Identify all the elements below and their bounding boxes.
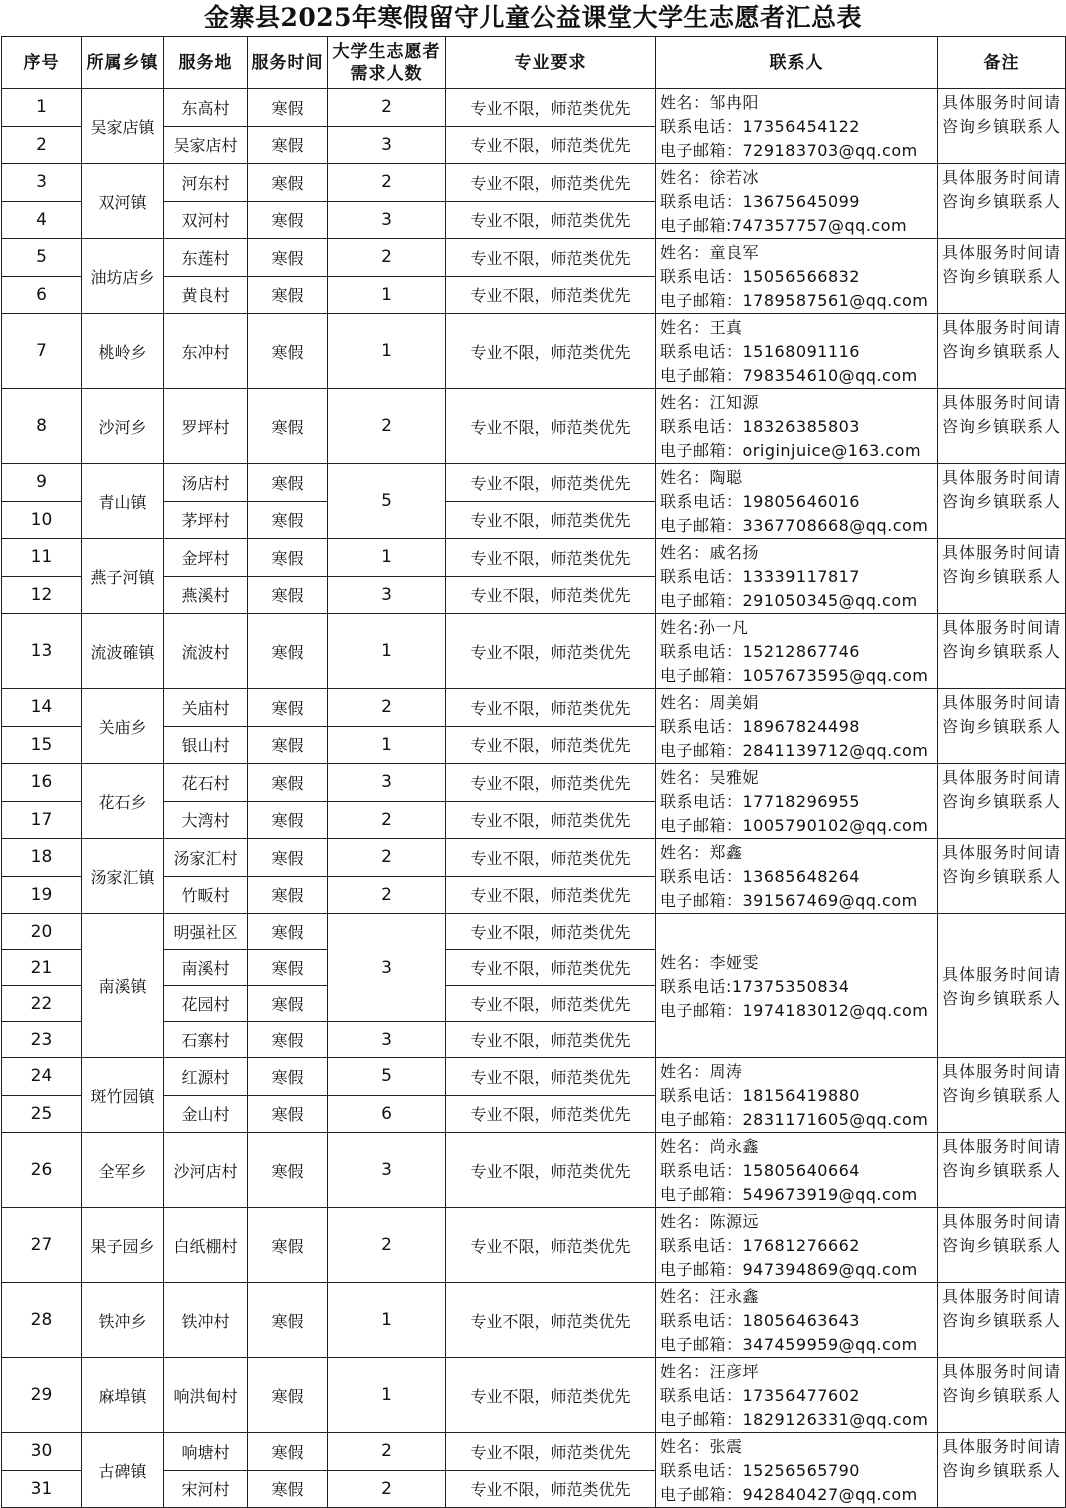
row-number: 14 [2,689,82,727]
service-place: 汤家汇村 [164,839,248,877]
town-name: 南溪镇 [82,914,164,1058]
service-place: 铁冲村 [164,1283,248,1358]
volunteer-count: 2 [328,1433,446,1471]
service-place: 金坪村 [164,539,248,577]
contact-name: 姓名：江知源 [660,393,760,412]
contact-phone: 联系电话:17375350834 [660,976,850,996]
major-requirement: 专业不限，师范类优先 [446,1283,656,1358]
service-note: 具体服务时间请咨询乡镇联系人 [938,764,1066,839]
contact-name: 姓名：童良军 [660,243,760,262]
town-name: 燕子河镇 [82,539,164,614]
volunteer-count: 2 [328,389,446,464]
major-requirement: 专业不限，师范类优先 [446,839,656,877]
town-name: 麻埠镇 [82,1358,164,1433]
row-number: 2 [2,126,82,164]
contact-email: 电子邮箱：2831171605@qq.com [660,1110,929,1129]
contact-info [656,839,938,914]
service-place: 花石村 [164,764,248,802]
row-number: 3 [2,164,82,202]
service-time: 寒假 [248,389,328,464]
volunteer-count: 2 [328,239,446,277]
header-town: 所属乡镇 [82,37,164,89]
contact-phone: 联系电话：19805646016 [660,492,860,511]
volunteer-count: 1 [328,276,446,314]
contact-phone: 联系电话：15256565790 [660,1461,860,1480]
service-time: 寒假 [248,89,328,127]
row-number: 11 [2,539,82,577]
header-time: 服务时间 [248,37,328,89]
contact-name: 姓名：周美娟 [660,693,760,712]
service-note: 具体服务时间请咨询乡镇联系人 [938,314,1066,389]
header-contact: 联系人 [656,37,938,89]
contact-info [656,1058,938,1133]
service-time: 寒假 [248,1470,328,1508]
row-number: 7 [2,314,82,389]
service-time: 寒假 [248,914,328,950]
contact-phone: 联系电话：15212867746 [660,642,860,661]
town-name: 桃岭乡 [82,314,164,389]
page-title: 金寨县2025年寒假留守儿童公益课堂大学生志愿者汇总表 [203,3,863,32]
service-time: 寒假 [248,950,328,986]
service-time: 寒假 [248,1358,328,1433]
contact-email: 电子邮箱：originjuice@163.com [660,441,922,460]
row-number: 5 [2,239,82,277]
table-row [2,914,1066,950]
service-time: 寒假 [248,726,328,764]
major-requirement: 专业不限，师范类优先 [446,539,656,577]
service-time: 寒假 [248,801,328,839]
service-note: 具体服务时间请咨询乡镇联系人 [938,239,1066,314]
major-requirement: 专业不限，师范类优先 [446,1133,656,1208]
contact-phone: 联系电话：17356477602 [660,1386,860,1405]
service-note: 具体服务时间请咨询乡镇联系人 [938,914,1066,1058]
major-requirement: 专业不限，师范类优先 [446,164,656,202]
contact-email: 电子邮箱：729183703@qq.com [660,141,918,160]
contact-email: 电子邮箱：1789587561@qq.com [660,291,929,310]
service-time: 寒假 [248,164,328,202]
major-requirement: 专业不限，师范类优先 [446,576,656,614]
contact-info [656,764,938,839]
major-requirement: 专业不限，师范类优先 [446,614,656,689]
contact-phone: 联系电话：17681276662 [660,1236,860,1255]
header-major: 专业要求 [446,37,656,89]
table-row [2,239,1066,277]
contact-phone: 联系电话：15168091116 [660,342,860,361]
service-place: 白纸棚村 [164,1208,248,1283]
service-time: 寒假 [248,1433,328,1471]
major-requirement: 专业不限，师范类优先 [446,914,656,950]
volunteer-count: 2 [328,876,446,914]
service-place: 吴家店村 [164,126,248,164]
major-requirement: 专业不限，师范类优先 [446,276,656,314]
contact-info [656,1283,938,1358]
service-place: 汤店村 [164,464,248,502]
contact-phone: 联系电话：18967824498 [660,717,860,736]
town-name: 吴家店镇 [82,89,164,164]
volunteer-count: 5 [328,1058,446,1096]
row-number: 29 [2,1358,82,1433]
major-requirement: 专业不限，师范类优先 [446,689,656,727]
major-requirement: 专业不限，师范类优先 [446,876,656,914]
contact-phone: 联系电话：18156419880 [660,1086,860,1105]
major-requirement: 专业不限，师范类优先 [446,314,656,389]
volunteer-count: 1 [328,726,446,764]
contact-email: 电子邮箱：391567469@qq.com [660,891,918,910]
major-requirement: 专业不限，师范类优先 [446,89,656,127]
row-number: 31 [2,1470,82,1508]
town-name: 油坊店乡 [82,239,164,314]
contact-info [656,539,938,614]
contact-name: 姓名：郑鑫 [660,843,743,862]
contact-phone: 联系电话：15056566832 [660,267,860,286]
contact-info [656,1358,938,1433]
major-requirement: 专业不限，师范类优先 [446,1095,656,1133]
contact-info [656,389,938,464]
service-place: 银山村 [164,726,248,764]
row-number: 28 [2,1283,82,1358]
volunteer-count: 1 [328,539,446,577]
header-count: 大学生志愿者需求人数 [328,37,446,89]
service-time: 寒假 [248,276,328,314]
service-time: 寒假 [248,1208,328,1283]
service-note: 具体服务时间请咨询乡镇联系人 [938,464,1066,539]
row-number: 22 [2,986,82,1022]
row-number: 21 [2,950,82,986]
contact-name: 姓名：尚永鑫 [660,1137,760,1156]
contact-phone: 联系电话：18326385803 [660,417,860,436]
service-place: 双河村 [164,201,248,239]
contact-email: 电子邮箱:747357757@qq.com [660,216,908,235]
table-row [2,1058,1066,1096]
row-number: 4 [2,201,82,239]
volunteer-count: 3 [328,914,446,1022]
contact-phone: 联系电话：17356454122 [660,117,860,136]
contact-phone: 联系电话：17718296955 [660,792,860,811]
town-name: 关庙乡 [82,689,164,764]
service-place: 东莲村 [164,239,248,277]
service-time: 寒假 [248,201,328,239]
contact-email: 电子邮箱：798354610@qq.com [660,366,918,385]
major-requirement: 专业不限，师范类优先 [446,726,656,764]
contact-info [656,689,938,764]
contact-name: 姓名：陶聪 [660,468,743,487]
contact-info [656,1208,938,1283]
contact-info [656,614,938,689]
row-number: 12 [2,576,82,614]
contact-name: 姓名：陈源远 [660,1212,760,1231]
service-note: 具体服务时间请咨询乡镇联系人 [938,614,1066,689]
contact-name: 姓名：吴雅妮 [660,768,760,787]
contact-email: 电子邮箱：1057673595@qq.com [660,666,929,685]
volunteer-count: 2 [328,689,446,727]
service-place: 燕溪村 [164,576,248,614]
service-place: 东冲村 [164,314,248,389]
contact-email: 电子邮箱：947394869@qq.com [660,1260,918,1279]
row-number: 25 [2,1095,82,1133]
service-place: 响洪甸村 [164,1358,248,1433]
service-note: 具体服务时间请咨询乡镇联系人 [938,689,1066,764]
table-row [2,89,1066,127]
service-note: 具体服务时间请咨询乡镇联系人 [938,1058,1066,1133]
row-number: 27 [2,1208,82,1283]
major-requirement: 专业不限，师范类优先 [446,950,656,986]
service-time: 寒假 [248,689,328,727]
contact-info [656,1133,938,1208]
table-row [2,464,1066,502]
contact-name: 姓名:孙一凡 [660,618,749,637]
contact-info [656,1433,938,1508]
service-time: 寒假 [248,876,328,914]
row-number: 6 [2,276,82,314]
service-place: 竹畈村 [164,876,248,914]
row-number: 13 [2,614,82,689]
contact-phone: 联系电话：13685648264 [660,867,860,886]
contact-email: 电子邮箱：291050345@qq.com [660,591,918,610]
header-place: 服务地 [164,37,248,89]
service-note: 具体服务时间请咨询乡镇联系人 [938,1133,1066,1208]
contact-info [656,914,938,1058]
service-time: 寒假 [248,501,328,539]
town-name: 果子园乡 [82,1208,164,1283]
service-time: 寒假 [248,126,328,164]
table-row [2,764,1066,802]
volunteer-count: 3 [328,126,446,164]
table-row [2,1358,1066,1433]
row-number: 9 [2,464,82,502]
service-time: 寒假 [248,614,328,689]
header-no: 序号 [2,37,82,89]
row-number: 10 [2,501,82,539]
service-place: 响塘村 [164,1433,248,1471]
table-row [2,614,1066,689]
service-time: 寒假 [248,986,328,1022]
contact-name: 姓名：王真 [660,318,743,337]
contact-name: 姓名：戚名扬 [660,543,760,562]
service-place: 流波村 [164,614,248,689]
contact-name: 姓名：徐若冰 [660,168,760,187]
contact-email: 电子邮箱：3367708668@qq.com [660,516,929,535]
major-requirement: 专业不限，师范类优先 [446,389,656,464]
volunteer-summary-table [1,36,1066,1508]
contact-email: 电子邮箱：1829126331@qq.com [660,1410,929,1429]
contact-name: 姓名：汪彦坪 [660,1362,760,1381]
service-time: 寒假 [248,314,328,389]
volunteer-count: 2 [328,839,446,877]
table-row [2,1433,1066,1471]
major-requirement: 专业不限，师范类优先 [446,1058,656,1096]
service-time: 寒假 [248,1133,328,1208]
major-requirement: 专业不限，师范类优先 [446,1022,656,1058]
service-place: 东高村 [164,89,248,127]
major-requirement: 专业不限，师范类优先 [446,1208,656,1283]
major-requirement: 专业不限，师范类优先 [446,1433,656,1471]
service-note: 具体服务时间请咨询乡镇联系人 [938,1283,1066,1358]
contact-phone: 联系电话：18056463643 [660,1311,860,1330]
service-note: 具体服务时间请咨询乡镇联系人 [938,389,1066,464]
row-number: 23 [2,1022,82,1058]
contact-info [656,89,938,164]
major-requirement: 专业不限，师范类优先 [446,1470,656,1508]
town-name: 花石乡 [82,764,164,839]
volunteer-count: 1 [328,1283,446,1358]
table-row [2,1208,1066,1283]
service-time: 寒假 [248,1022,328,1058]
service-time: 寒假 [248,839,328,877]
contact-info [656,314,938,389]
service-place: 关庙村 [164,689,248,727]
major-requirement: 专业不限，师范类优先 [446,986,656,1022]
town-name: 斑竹园镇 [82,1058,164,1133]
major-requirement: 专业不限，师范类优先 [446,201,656,239]
row-number: 15 [2,726,82,764]
service-time: 寒假 [248,1283,328,1358]
service-place: 沙河店村 [164,1133,248,1208]
contact-email: 电子邮箱：1005790102@qq.com [660,816,929,835]
service-time: 寒假 [248,464,328,502]
service-place: 明强社区 [164,914,248,950]
volunteer-count: 5 [328,464,446,539]
service-place: 罗坪村 [164,389,248,464]
contact-name: 姓名：张震 [660,1437,743,1456]
service-place: 大湾村 [164,801,248,839]
table-row [2,1283,1066,1358]
contact-info [656,164,938,239]
row-number: 1 [2,89,82,127]
town-name: 流波確镇 [82,614,164,689]
service-place: 宋河村 [164,1470,248,1508]
town-name: 青山镇 [82,464,164,539]
service-place: 南溪村 [164,950,248,986]
service-note: 具体服务时间请咨询乡镇联系人 [938,1433,1066,1508]
major-requirement: 专业不限，师范类优先 [446,464,656,502]
service-note: 具体服务时间请咨询乡镇联系人 [938,1208,1066,1283]
contact-phone: 联系电话：13675645099 [660,192,860,211]
volunteer-count: 1 [328,314,446,389]
row-number: 17 [2,801,82,839]
service-note: 具体服务时间请咨询乡镇联系人 [938,839,1066,914]
row-number: 20 [2,914,82,950]
table-row [2,1133,1066,1208]
service-place: 金山村 [164,1095,248,1133]
major-requirement: 专业不限，师范类优先 [446,501,656,539]
volunteer-count: 2 [328,1208,446,1283]
contact-name: 姓名：邹冉阳 [660,93,760,112]
major-requirement: 专业不限，师范类优先 [446,126,656,164]
service-note: 具体服务时间请咨询乡镇联系人 [938,539,1066,614]
row-number: 24 [2,1058,82,1096]
service-note: 具体服务时间请咨询乡镇联系人 [938,164,1066,239]
town-name: 双河镇 [82,164,164,239]
contact-phone: 联系电话：13339117817 [660,567,860,586]
contact-name: 姓名：周涛 [660,1062,743,1081]
major-requirement: 专业不限，师范类优先 [446,764,656,802]
row-number: 19 [2,876,82,914]
table-row [2,839,1066,877]
table-row [2,689,1066,727]
service-place: 河东村 [164,164,248,202]
volunteer-count: 2 [328,801,446,839]
volunteer-count: 1 [328,614,446,689]
contact-name: 姓名：李娅雯 [660,952,760,972]
service-place: 茅坪村 [164,501,248,539]
contact-info [656,239,938,314]
contact-phone: 联系电话：15805640664 [660,1161,860,1180]
volunteer-count: 3 [328,1133,446,1208]
table-row [2,314,1066,389]
service-time: 寒假 [248,1058,328,1096]
contact-email: 电子邮箱：2841139712@qq.com [660,741,929,760]
town-name: 古碑镇 [82,1433,164,1508]
row-number: 8 [2,389,82,464]
row-number: 26 [2,1133,82,1208]
volunteer-count: 2 [328,164,446,202]
contact-email: 电子邮箱：1974183012@qq.com [660,1000,929,1020]
service-place: 石寨村 [164,1022,248,1058]
row-number: 18 [2,839,82,877]
contact-email: 电子邮箱：549673919@qq.com [660,1185,918,1204]
table-row [2,539,1066,577]
contact-info [656,464,938,539]
service-time: 寒假 [248,1095,328,1133]
volunteer-count: 2 [328,1470,446,1508]
header-row [2,37,1066,89]
service-place: 花园村 [164,986,248,1022]
contact-email: 电子邮箱：942840427@qq.com [660,1485,918,1504]
town-name: 全军乡 [82,1133,164,1208]
volunteer-count: 3 [328,576,446,614]
service-time: 寒假 [248,239,328,277]
table-row [2,389,1066,464]
town-name: 汤家汇镇 [82,839,164,914]
service-place: 红源村 [164,1058,248,1096]
town-name: 沙河乡 [82,389,164,464]
contact-name: 姓名：汪永鑫 [660,1287,760,1306]
service-note: 具体服务时间请咨询乡镇联系人 [938,89,1066,164]
service-time: 寒假 [248,576,328,614]
row-number: 30 [2,1433,82,1471]
major-requirement: 专业不限，师范类优先 [446,801,656,839]
service-time: 寒假 [248,764,328,802]
service-time: 寒假 [248,539,328,577]
major-requirement: 专业不限，师范类优先 [446,1358,656,1433]
volunteer-count: 1 [328,1358,446,1433]
volunteer-count: 3 [328,1022,446,1058]
header-note: 备注 [938,37,1066,89]
volunteer-count: 2 [328,89,446,127]
volunteer-count: 6 [328,1095,446,1133]
volunteer-count: 3 [328,201,446,239]
service-place: 黄良村 [164,276,248,314]
volunteer-count: 3 [328,764,446,802]
contact-email: 电子邮箱：347459959@qq.com [660,1335,918,1354]
table-body [2,89,1066,1508]
service-note: 具体服务时间请咨询乡镇联系人 [938,1358,1066,1433]
table-row [2,164,1066,202]
major-requirement: 专业不限，师范类优先 [446,239,656,277]
town-name: 铁冲乡 [82,1283,164,1358]
row-number: 16 [2,764,82,802]
